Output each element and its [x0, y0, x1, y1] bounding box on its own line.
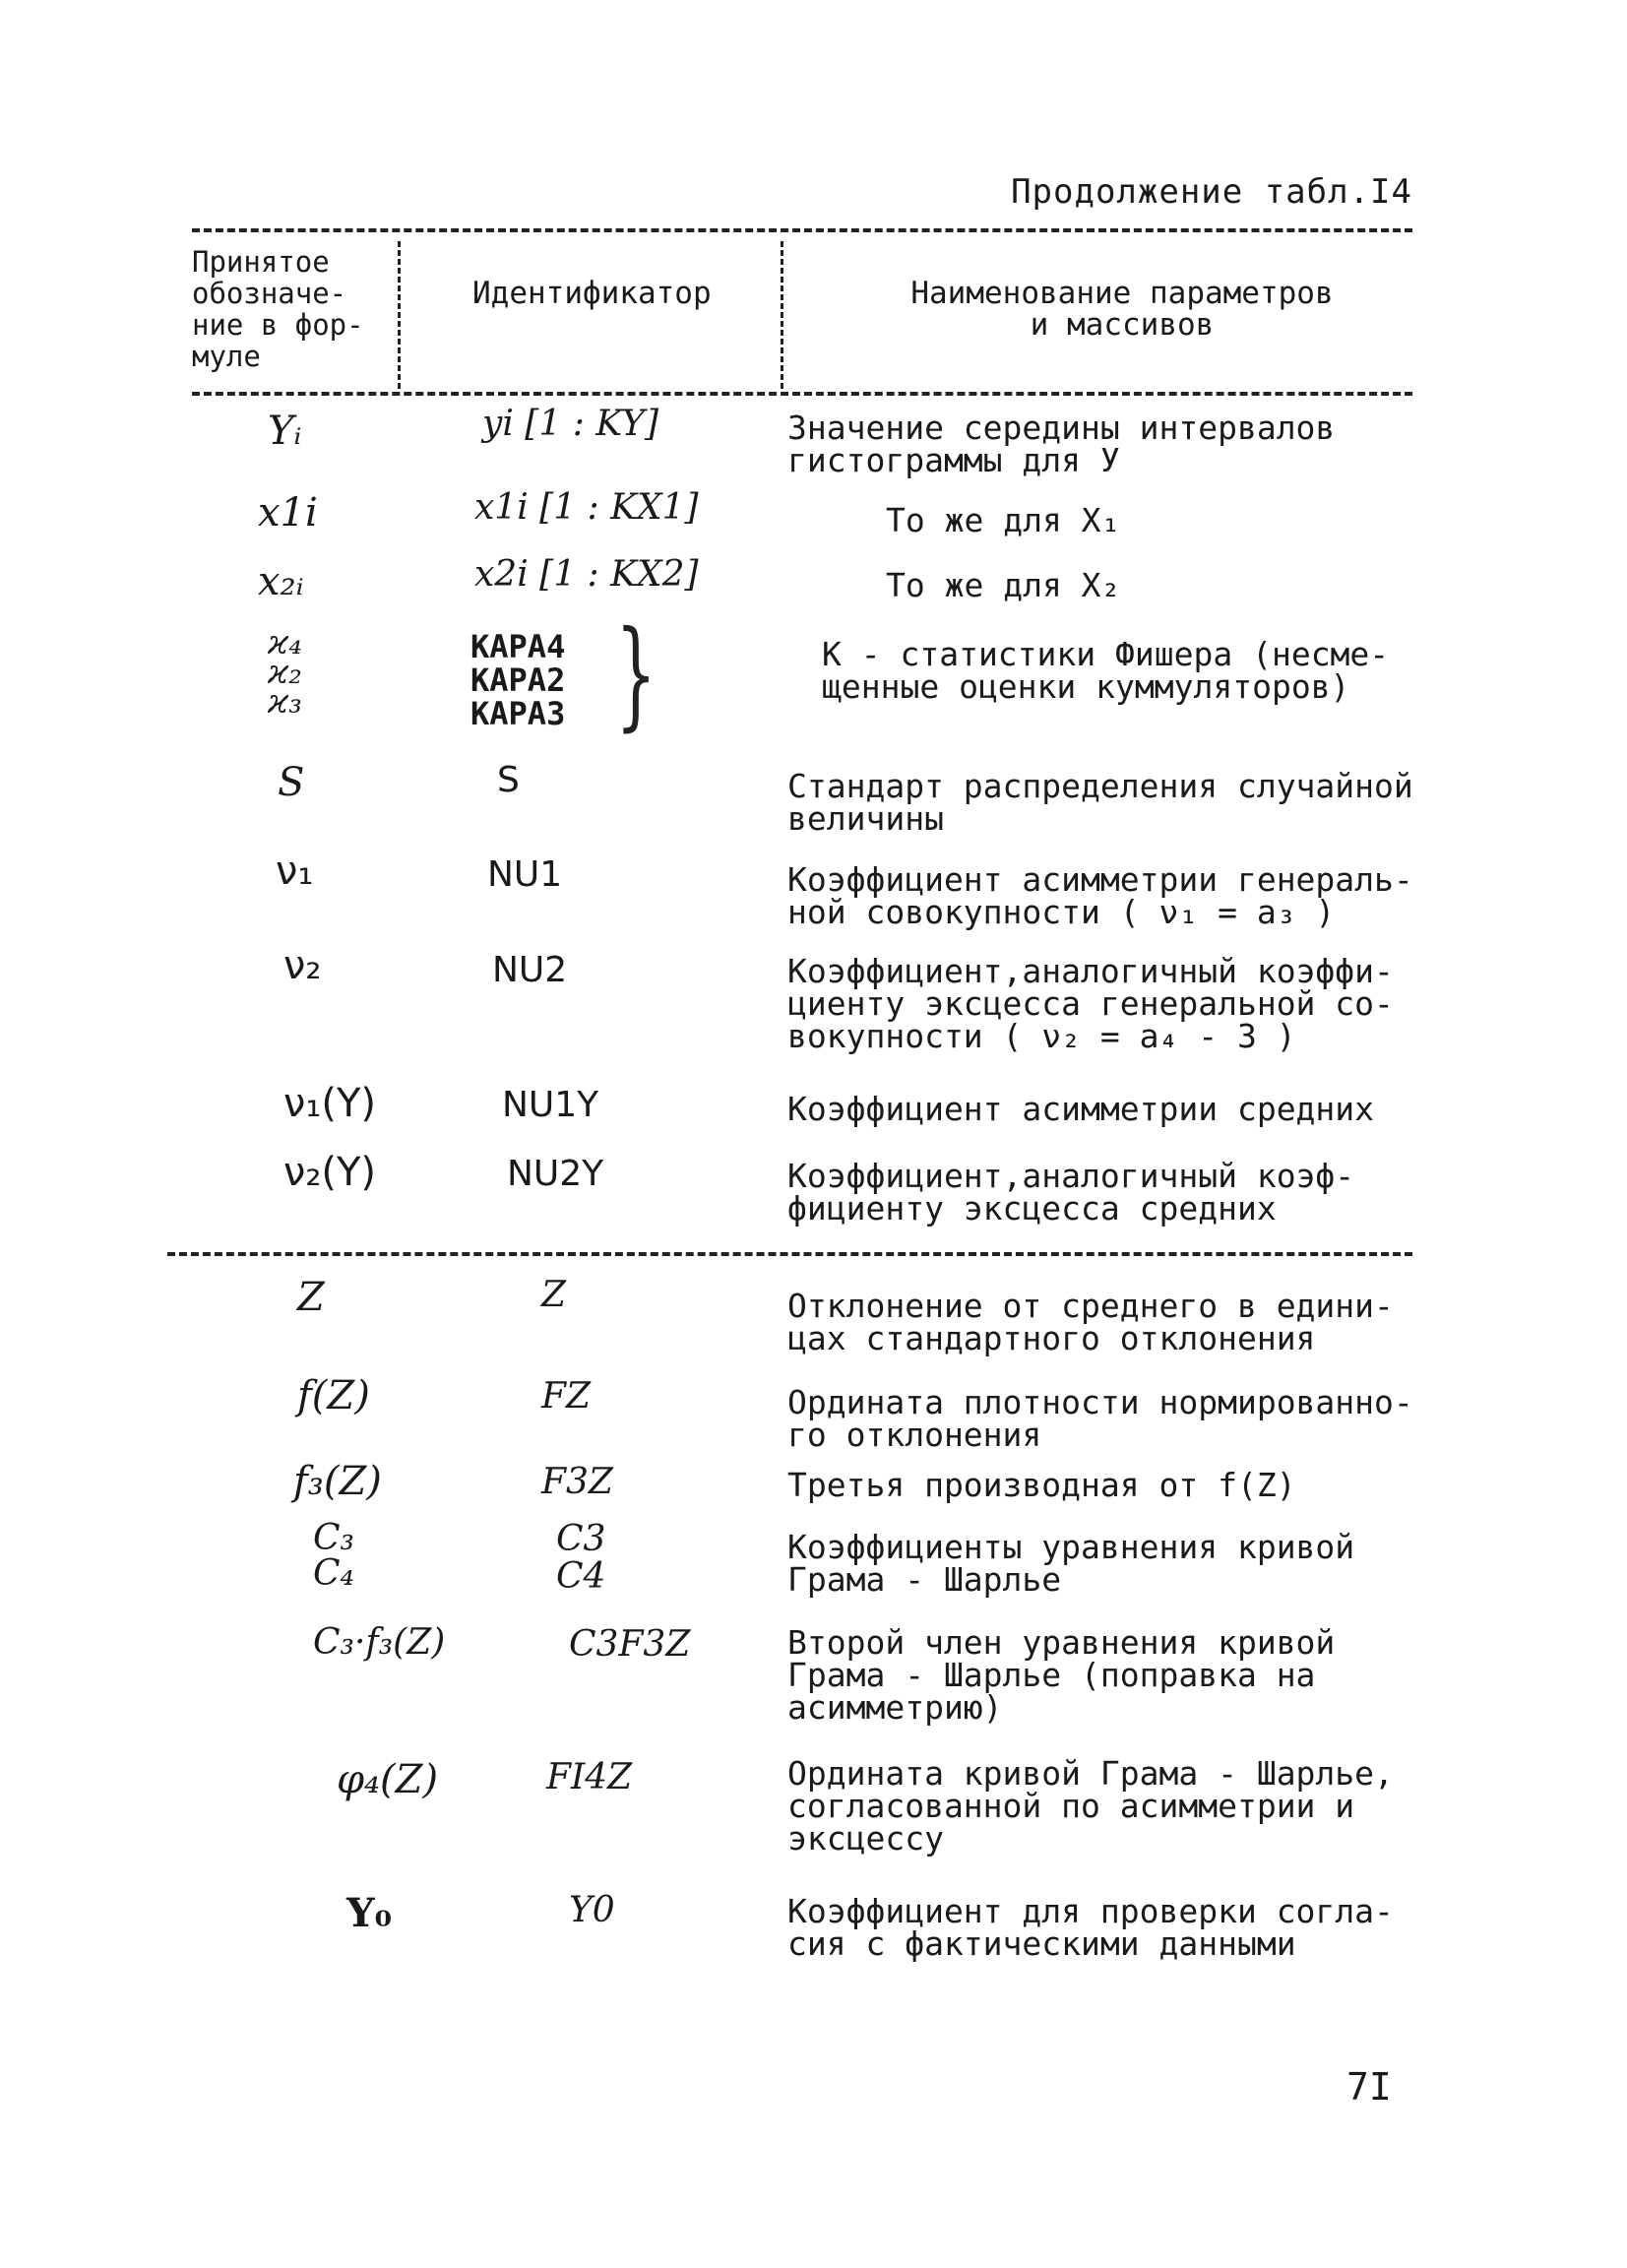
identifier-f3z: F3Z: [541, 1462, 613, 1502]
identifier-fz: FZ: [541, 1376, 591, 1417]
identifier-x1i: x1i [1 : KX1]: [474, 487, 699, 528]
column-header-symbol: Принятое обозначе- ние в фор- муле: [192, 245, 364, 373]
symbol-yi: Yᵢ: [268, 409, 302, 454]
description-fz: Ордината плотности нормированно- го отклонения: [787, 1383, 1413, 1454]
header-top-rule: [192, 228, 1412, 232]
identifier-yi: yi [1 : KY]: [482, 404, 658, 444]
description-fi4z: Ордината кривой Грама - Шарлье, согласованной по асимметрии и эксцессу: [787, 1754, 1394, 1858]
header-bottom-rule: [192, 392, 1412, 396]
identifier-nu1: NU1: [487, 854, 563, 895]
identifier-nu2y: NU2Y: [507, 1154, 604, 1194]
symbol-nu2: ν₂: [283, 943, 322, 988]
description-y0: Коэффициент для проверки согла- сия с фактическими данными: [787, 1892, 1394, 1963]
symbol-c3f3z: C₃·f₃(Z): [313, 1622, 446, 1663]
header-divider-2: [781, 241, 783, 389]
symbol-nu1y: ν₁(Y): [283, 1081, 377, 1126]
identifier-kappa: KAPA4 KAPA2 KAPA3: [470, 628, 566, 732]
identifier-nu2: NU2: [492, 950, 568, 990]
identifier-c3f3z: C3F3Z: [569, 1624, 691, 1665]
symbol-s: S: [278, 760, 305, 805]
symbol-z: Z: [297, 1275, 325, 1320]
section-divider: [167, 1252, 1412, 1256]
symbol-x2i: x₂ᵢ: [258, 559, 304, 604]
symbol-f3z: f₃(Z): [293, 1459, 382, 1504]
description-c3f3z: Второй член уравнения кривой Грама - Шарлье (поправка на асимметрию): [787, 1623, 1336, 1727]
identifier-z: Z: [541, 1275, 567, 1315]
description-f3z: Третья производная от f(Z): [787, 1466, 1296, 1504]
identifier-s: S: [497, 760, 520, 800]
identifier-x2i: x2i [1 : KX2]: [474, 554, 699, 595]
right-brace-icon: }: [615, 606, 657, 743]
identifier-fi4z: FI4Z: [546, 1757, 633, 1797]
description-z: Отклонение от среднего в едини- цах стандартного отклонения: [787, 1287, 1394, 1357]
description-nu2: Коэффициент,аналогичный коэффи- циенту эксцесса генеральной со- вокупности ( ν₂ = a₄ - 3 ): [787, 952, 1394, 1055]
identifier-c3-c4: C3 C4: [556, 1519, 606, 1597]
symbol-nu2y: ν₂(Y): [283, 1150, 377, 1195]
continuation-label: Продолжение табл.I4: [1011, 172, 1412, 212]
symbol-nu1: ν₁: [276, 849, 314, 894]
column-header-name: Наименование параметров и массивов: [910, 276, 1334, 343]
symbol-y0: Y₀: [346, 1890, 393, 1936]
symbol-c3-c4: C₃ C₄: [313, 1518, 354, 1594]
identifier-nu1y: NU1Y: [502, 1085, 599, 1125]
description-nu1: Коэффициент асимметрии генераль- ной совокупности ( ν₁ = a₃ ): [787, 860, 1413, 931]
page-number: 7I: [1346, 2065, 1392, 2109]
symbol-kappa: ϰ₄ ϰ₂ ϰ₃: [268, 623, 302, 722]
symbol-fz: f(Z): [297, 1373, 370, 1418]
symbol-x1i: x1i: [258, 490, 318, 536]
description-nu2y: Коэффициент,аналогичный коэф- фициенту эксцесса средних: [787, 1157, 1355, 1228]
description-nu1y: Коэффициент асимметрии средних: [787, 1090, 1375, 1128]
description-x1: То же для X₁: [886, 501, 1121, 539]
description-s: Стандарт распределения случайной величины: [787, 767, 1413, 838]
column-header-identifier: Идентификатор: [472, 276, 712, 311]
description-c3-c4: Коэффициенты уравнения кривой Грама - Шарлье: [787, 1528, 1355, 1599]
symbol-fi4z: φ₄(Z): [337, 1757, 439, 1802]
identifier-y0: Y0: [569, 1890, 615, 1930]
description-yi: Значение середины интервалов гистограммы для У: [787, 409, 1336, 479]
description-kappa: К - статистики Фишера (несме- щенные оценки куммуляторов): [822, 635, 1390, 706]
description-x2: То же для X₂: [886, 566, 1121, 604]
